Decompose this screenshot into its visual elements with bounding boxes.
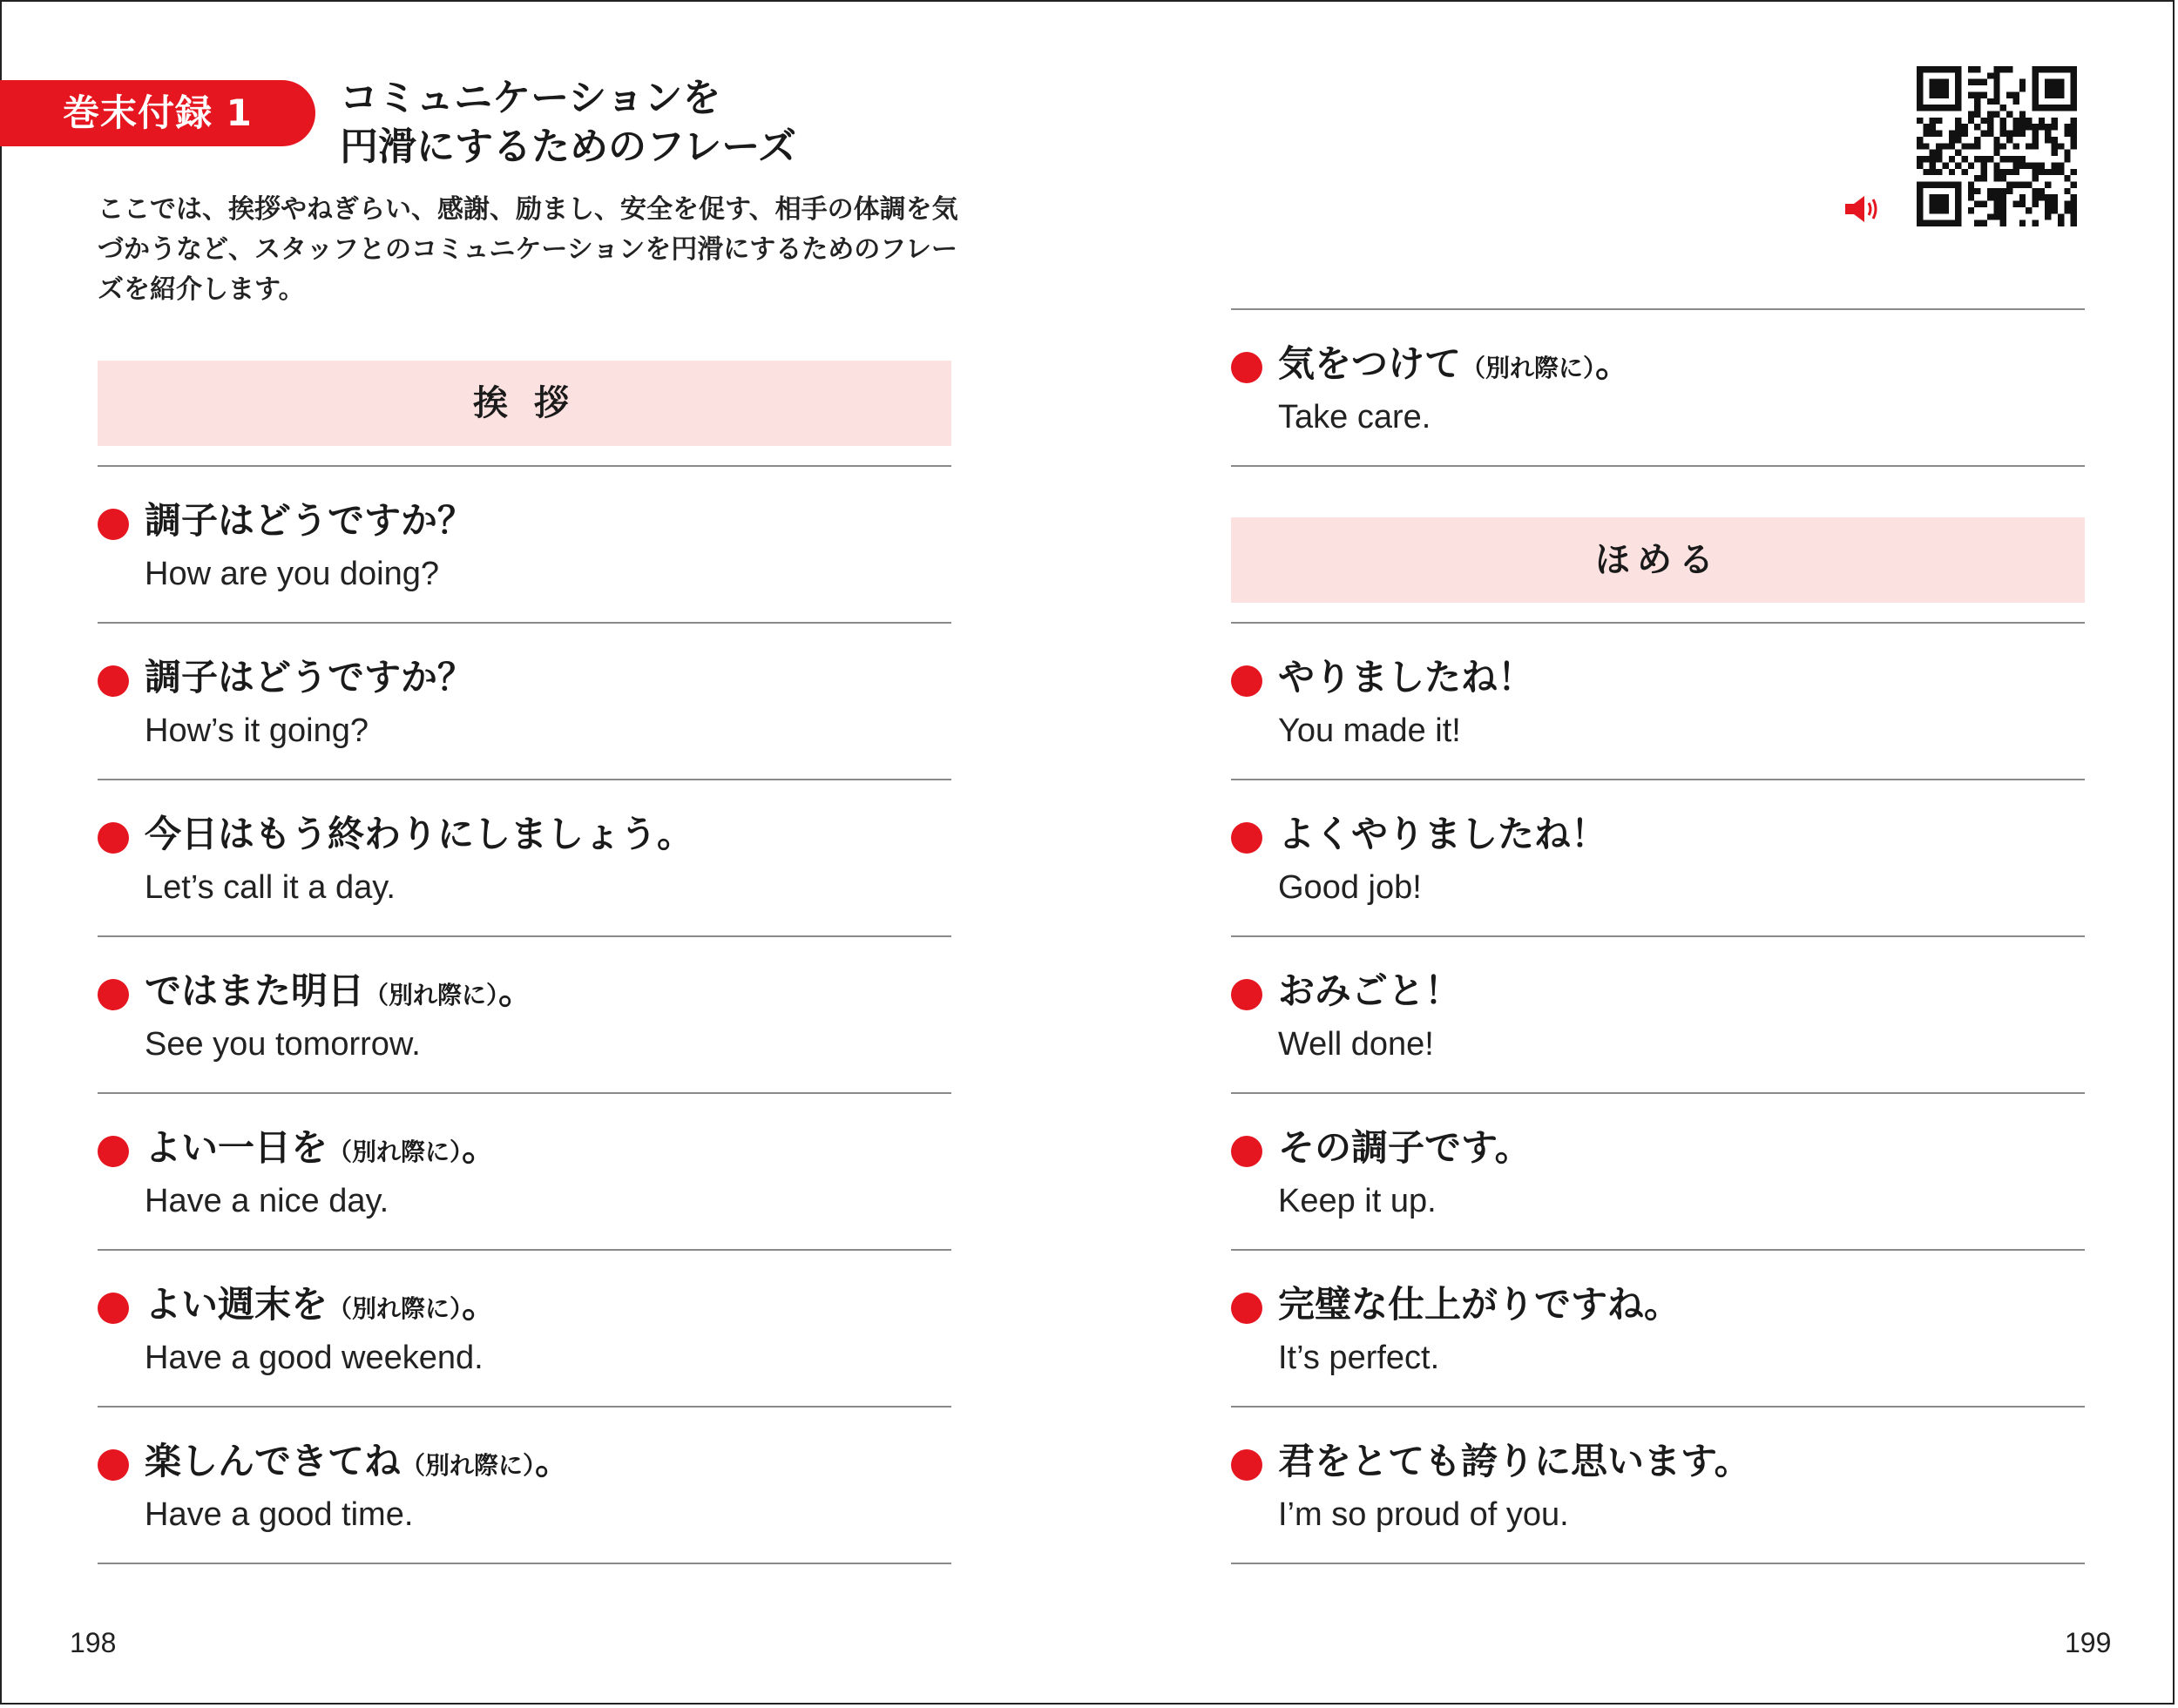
- bullet-dot-icon: [1231, 1136, 1262, 1167]
- phrase-japanese: [1278, 1124, 1532, 1177]
- phrase-japanese: [1278, 653, 1534, 706]
- phrase-japanese: [145, 1124, 498, 1177]
- phrase-note: （別れ際に）: [401, 1451, 536, 1480]
- phrase-end-mark: 。: [498, 969, 536, 1012]
- divider-line: [98, 1563, 951, 1564]
- phrase-japanese: [1278, 1280, 1681, 1333]
- phrase-note: （別れ際に）: [364, 981, 499, 1009]
- phrase-japanese: [145, 653, 474, 706]
- phrase-japanese: [145, 967, 535, 1020]
- divider-line: [98, 1406, 951, 1408]
- bullet-dot-icon: [98, 1449, 129, 1481]
- phrase-end-mark: 。: [1595, 342, 1633, 385]
- title-line-1: コミュニケーションを: [340, 76, 721, 120]
- bullet-dot-icon: [98, 665, 129, 697]
- phrase-japanese: [1278, 340, 1632, 393]
- title-line-2: 円滑にするためのフレーズ: [340, 125, 797, 169]
- phrase-end-mark: 。: [462, 1283, 499, 1326]
- bullet-dot-icon: [1231, 822, 1262, 854]
- bullet-dot-icon: [1231, 1449, 1262, 1481]
- divider-line: [1231, 935, 2085, 937]
- bullet-dot-icon: [1231, 665, 1262, 697]
- qr-code[interactable]: [1917, 66, 2077, 226]
- phrase-japanese-main: 完璧な仕上がりですね。: [1278, 1283, 1681, 1326]
- phrase-japanese: [145, 810, 693, 863]
- phrase-japanese-main: よい週末を: [145, 1283, 328, 1326]
- phrase-english: Let’s call it a day.: [145, 869, 396, 906]
- phrase-end-mark: 。: [535, 1440, 572, 1482]
- bullet-dot-icon: [1231, 979, 1262, 1010]
- phrase-english: Good job!: [1278, 869, 1422, 906]
- bullet-dot-icon: [98, 1293, 129, 1324]
- divider-line: [98, 1092, 951, 1094]
- phrase-japanese: [1278, 810, 1607, 863]
- speaker-icon[interactable]: [1843, 193, 1882, 225]
- phrase-japanese: [1278, 967, 1461, 1020]
- phrase-english: Well done!: [1278, 1026, 1434, 1063]
- phrase-note: （別れ際に）: [1461, 354, 1596, 382]
- phrase-japanese-main: 今日はもう終わりにしましょう。: [145, 813, 694, 855]
- divider-line: [1231, 1249, 2085, 1251]
- bullet-dot-icon: [1231, 1293, 1262, 1324]
- phrase-japanese-main: 楽しんできてね: [145, 1440, 402, 1482]
- divider-line: [98, 465, 951, 467]
- divider-line: [1231, 1563, 2085, 1564]
- divider-line: [1231, 779, 2085, 780]
- divider-line: [1231, 465, 2085, 467]
- phrase-english: Have a nice day.: [145, 1183, 389, 1219]
- phrase-english: Take care.: [1278, 399, 1431, 435]
- phrase-end-mark: 。: [462, 1126, 499, 1169]
- divider-line: [1231, 308, 2085, 310]
- phrase-japanese-main: 気をつけて: [1278, 342, 1462, 385]
- phrase-japanese: [1278, 1437, 1751, 1490]
- phrase-japanese-main: その調子です。: [1278, 1126, 1532, 1169]
- phrase-japanese-main: よい一日を: [145, 1126, 328, 1169]
- page-number-right: 199: [2065, 1627, 2112, 1658]
- bullet-dot-icon: [98, 509, 129, 540]
- bullet-dot-icon: [98, 1136, 129, 1167]
- phrase-japanese: [145, 496, 474, 550]
- phrase-english: Keep it up.: [1278, 1183, 1437, 1219]
- phrase-japanese-main: ではまた明日: [145, 969, 365, 1012]
- phrase-japanese-main: やりましたね！: [1278, 656, 1535, 699]
- divider-line: [98, 1249, 951, 1251]
- intro-text: ここでは、挨拶やねぎらい、感謝、励まし、安全を促す、相手の体調を気づかうなど、スタッフとのコミュニケーションを円滑にするためのフレーズを紹介します。: [98, 194, 958, 305]
- phrase-japanese: [145, 1437, 572, 1490]
- phrase-english: It’s perfect.: [1278, 1340, 1440, 1376]
- bullet-dot-icon: [1231, 352, 1262, 383]
- section-heading-praise: ほめる: [1231, 517, 2085, 603]
- phrase-japanese-main: おみごと！: [1278, 969, 1462, 1012]
- divider-line: [1231, 1406, 2085, 1408]
- phrase-english: Have a good weekend.: [145, 1340, 484, 1376]
- phrase-english: I’m so proud of you.: [1278, 1496, 1569, 1533]
- phrase-japanese: [145, 1280, 498, 1333]
- page-title: [340, 74, 796, 172]
- divider-line: [1231, 1092, 2085, 1094]
- appendix-tag: 巻末付録 1: [0, 80, 315, 146]
- phrase-japanese-main: 調子はどうですか？: [145, 499, 475, 542]
- phrase-english: You made it!: [1278, 712, 1461, 749]
- phrase-japanese-main: 君をとても誇りに思います。: [1278, 1440, 1751, 1482]
- page-number-left: 198: [70, 1627, 117, 1658]
- section-heading-greeting: 挨 拶: [98, 361, 951, 446]
- bullet-dot-icon: [98, 822, 129, 854]
- phrase-japanese-main: よくやりましたね！: [1278, 813, 1608, 855]
- divider-line: [98, 935, 951, 937]
- divider-line: [1231, 622, 2085, 624]
- phrase-english: How are you doing?: [145, 556, 439, 592]
- phrase-note: （別れ際に）: [328, 1294, 463, 1323]
- bullet-dot-icon: [98, 979, 129, 1010]
- phrase-japanese-main: 調子はどうですか？: [145, 656, 475, 699]
- divider-line: [98, 779, 951, 780]
- phrase-english: How’s it going?: [145, 712, 369, 749]
- phrase-english: See you tomorrow.: [145, 1026, 421, 1063]
- phrase-note: （別れ際に）: [328, 1138, 463, 1166]
- divider-line: [98, 622, 951, 624]
- phrase-english: Have a good time.: [145, 1496, 414, 1533]
